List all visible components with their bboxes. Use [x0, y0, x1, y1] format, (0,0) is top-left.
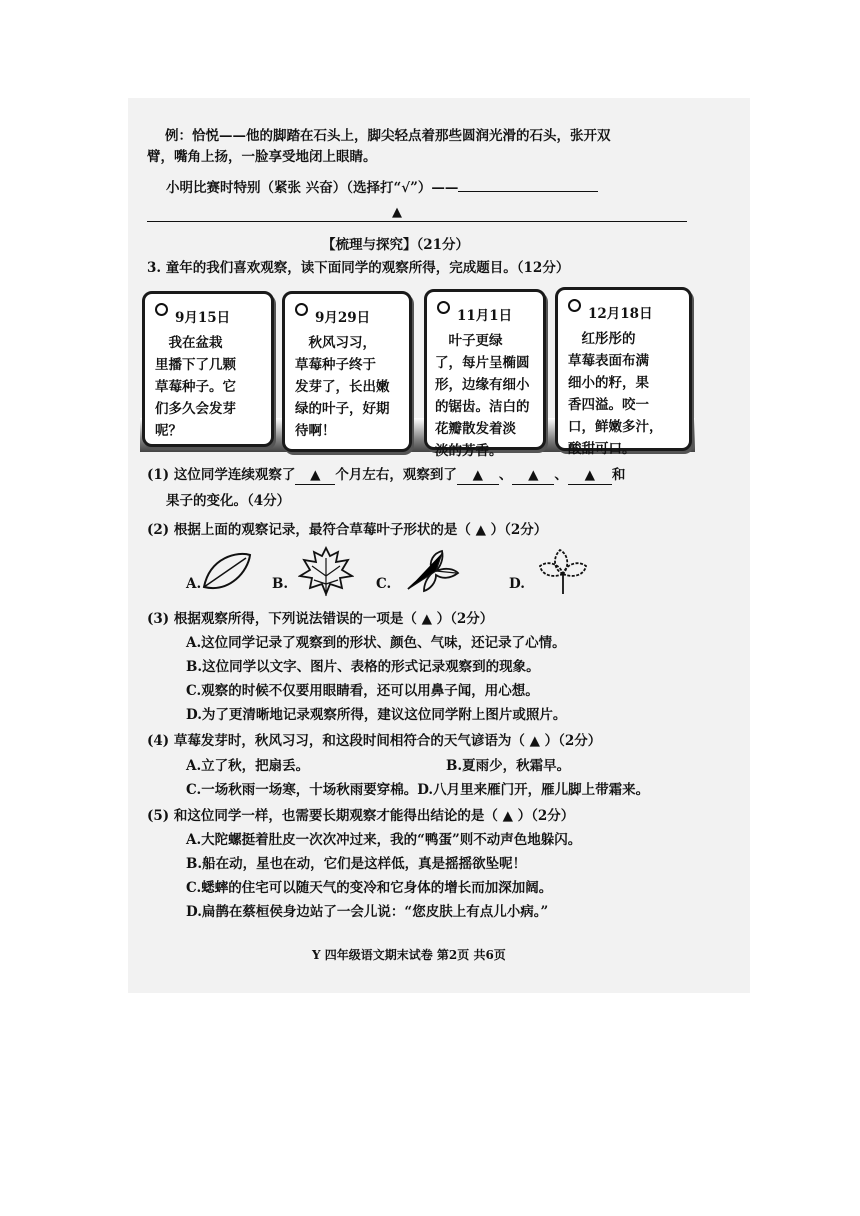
page-footer: Y 四年级语文期末试卷 第2页 共6页 — [312, 948, 506, 962]
section-divider — [147, 221, 687, 222]
question-4-option-a: A.立了秋，把扇丢。 — [186, 758, 310, 774]
answer-blank[interactable] — [458, 191, 598, 192]
pin-icon — [155, 303, 168, 316]
card-date: 11月1日 — [457, 308, 513, 324]
divider-triangle: ▲ — [392, 205, 402, 220]
observation-card-2 — [282, 291, 412, 452]
question-3-option-a: A.这位同学记录了观察到的形状、颜色、气味，还记录了心情。 — [186, 635, 566, 651]
question-3-intro: 3. 童年的我们喜欢观察，读下面同学的观察所得，完成题目。（12分） — [147, 260, 570, 276]
question-5-stem: (5) 和这位同学一样，也需要长期观察才能得出结论的是（ ▲ ）（2分） — [147, 808, 575, 824]
card-text: 叶子更绿 了，每片呈椭圆 形，边缘有细小 的锯齿。洁白的 花瓣散发着淡 淡的芳香。 — [435, 333, 530, 459]
oval-leaf-icon[interactable] — [200, 549, 254, 593]
pin-icon — [295, 303, 308, 316]
question-4-option-b: B.夏雨少，秋霜早。 — [446, 758, 571, 774]
example-task — [166, 179, 598, 197]
card-text: 秋风习习， 草莓种子终于 发芽了，长出嫩 绿的叶子，好期 待啊！ — [295, 335, 390, 439]
answer-blank[interactable]: ▲ — [568, 466, 612, 485]
pin-icon — [568, 299, 581, 312]
question-5-option-d: D.扁鹊在蔡桓侯身边站了一会儿说：“您皮肤上有点儿小病。” — [186, 904, 549, 920]
leaf-option-d-label: D. — [509, 576, 525, 592]
question-5-option-a: A.大陀螺挺着肚皮一次次冲过来，我的“鸭蛋”则不动声色地躲闪。 — [186, 832, 582, 848]
question-3-option-d: D.为了更清晰地记录观察所得，建议这位同学附上图片或照片。 — [186, 707, 567, 723]
answer-blank[interactable]: ▲ — [512, 466, 554, 485]
question-3-option-b: B.这位同学以文字、图片、表格的形式记录观察到的现象。 — [186, 659, 540, 675]
leaf-option-a-label: A. — [186, 576, 202, 592]
question-4-options-c-d: C.一场秋雨一场寒，十场秋雨要穿棉。D.八月里来雁门开，雁儿脚上带霜来。 — [186, 782, 650, 798]
card-text: 红彤彤的 草莓表面布满 细小的籽，果 香四溢。咬一 口，鲜嫩多汁， 酸甜可口。 — [568, 331, 663, 457]
card-text: 我在盆栽 里播下了几颗 草莓种子。它 们多久会发芽 呢？ — [155, 335, 236, 439]
example-line-1: 例：恰悦——他的脚踏在石头上，脚尖轻点着那些圆润光滑的石头，张开双 — [165, 128, 611, 144]
three-lobed-leaf-icon[interactable] — [402, 549, 460, 593]
question-5-option-c: C.蟋蟀的住宅可以随天气的变冷和它身体的增长而加深加阔。 — [186, 880, 553, 896]
strawberry-trifoliate-leaf-icon[interactable] — [538, 548, 588, 596]
answer-blank[interactable]: ▲ — [457, 466, 499, 485]
section-title: 【梳理与探究】（21分） — [322, 237, 470, 253]
pin-icon — [437, 301, 450, 314]
card-date: 9月15日 — [175, 310, 231, 326]
observation-card-3 — [424, 289, 546, 459]
question-4-stem: (4) 草莓发芽时，秋风习习，和这段时间相符合的天气谚语为（ ▲ ）（2分） — [147, 733, 602, 749]
answer-blank[interactable]: ▲ — [295, 466, 335, 485]
question-1-line-2: 果子的变化。（4分） — [166, 493, 291, 509]
leaf-option-c-label: C. — [376, 576, 392, 592]
leaf-option-b-label: B. — [272, 576, 289, 592]
question-3-stem: (3) 根据观察所得，下列说法错误的一项是（ ▲ ）（2分） — [147, 611, 494, 627]
card-date: 12月18日 — [588, 306, 653, 322]
card-date: 9月29日 — [315, 310, 371, 326]
question-3-option-c: C.观察的时候不仅要用眼睛看，还可以用鼻子闻，用心想。 — [186, 683, 539, 699]
observation-card-1 — [142, 291, 274, 447]
question-5-option-b: B.船在动，星也在动，它们是这样低，真是摇摇欲坠呢！ — [186, 856, 527, 872]
example-task-text: 小明比赛时特别（紧张 兴奋）（选择打“√”）—— — [166, 180, 459, 196]
observation-card-4 — [555, 287, 692, 457]
question-1-line-1: (1) 这位同学连续观察了 ▲ 个月左右，观察到了 ▲ 、 ▲ 、 ▲ 和 — [147, 467, 626, 483]
maple-leaf-icon[interactable] — [298, 546, 354, 598]
question-2-stem: (2) 根据上面的观察记录，最符合草莓叶子形状的是（ ▲ ）（2分） — [147, 522, 548, 538]
example-line-2: 臂，嘴角上扬，一脸享受地闭上眼睛。 — [147, 149, 377, 165]
